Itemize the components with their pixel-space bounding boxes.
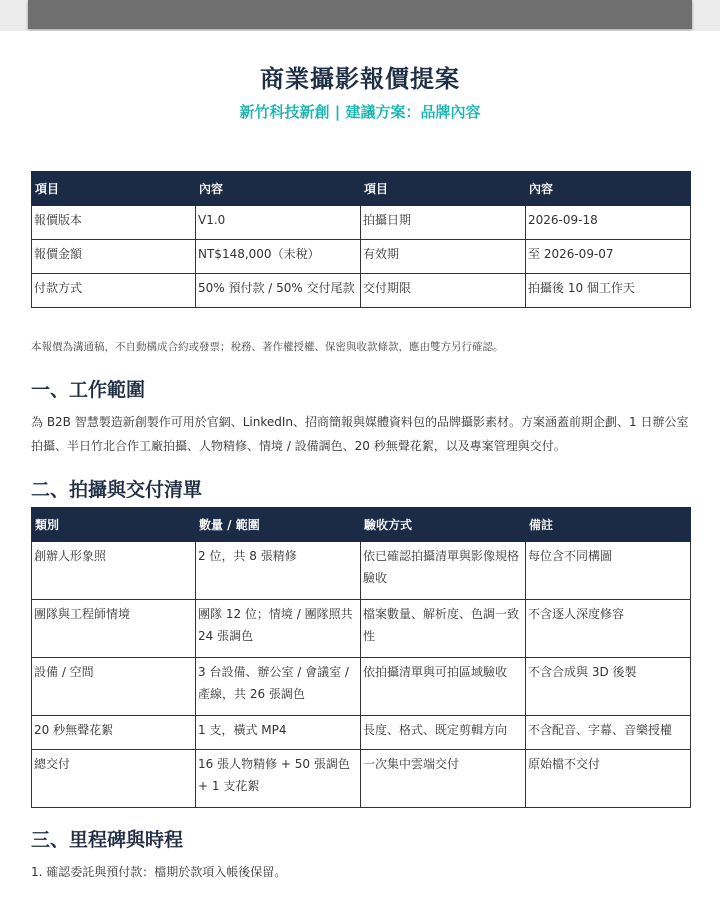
table-cell: 至 2026-09-07 — [526, 240, 691, 274]
table-cell: 不含配音、字幕、音樂授權 — [526, 716, 691, 750]
column-header: 類別 — [32, 508, 196, 542]
table-cell: 16 張人物精修 + 50 張調色 + 1 支花絮 — [196, 750, 361, 808]
table-cell: 有效期 — [361, 240, 526, 274]
table-cell: 設備 / 空間 — [32, 658, 196, 716]
table-cell: 報價版本 — [32, 206, 196, 240]
quote-note: 本報價為溝通稿，不自動構成合約或發票；稅務、著作權授權、保密與收款條款，應由雙方另行確認。 — [31, 341, 504, 353]
table-cell: 2026-09-18 — [526, 206, 691, 240]
table-cell: 不含逐人深度修容 — [526, 600, 691, 658]
document-subtitle: 新竹科技新創 | 建議方案：品牌內容 — [239, 103, 481, 121]
table-row — [32, 240, 691, 274]
table-row — [32, 716, 691, 750]
table-cell: 每位含不同構圖 — [526, 542, 691, 600]
table-row — [32, 600, 691, 658]
table-cell: 依已確認拍攝清單與影像規格驗收 — [361, 542, 526, 600]
table-header-row — [32, 508, 691, 542]
table-row — [32, 658, 691, 716]
deliverables-table — [31, 507, 691, 808]
column-header: 備註 — [526, 508, 691, 542]
table-cell: 報價金額 — [32, 240, 196, 274]
column-header: 數量 / 範圍 — [196, 508, 361, 542]
table-cell: 拍攝日期 — [361, 206, 526, 240]
table-cell: 檔案數量、解析度、色調一致性 — [361, 600, 526, 658]
table-cell: 付款方式 — [32, 274, 196, 308]
section-heading-milestones: 三、里程碑與時程 — [31, 829, 184, 851]
table-cell: 2 位，共 8 張精修 — [196, 542, 361, 600]
quote-info-table — [31, 171, 691, 308]
section-heading-scope: 一、工作範圍 — [31, 379, 146, 401]
table-cell: 交付期限 — [361, 274, 526, 308]
table-header-row — [32, 172, 691, 206]
table-cell: 團隊與工程師情境 — [32, 600, 196, 658]
table-cell: 長度、格式、既定剪輯方向 — [361, 716, 526, 750]
table-cell: 3 台設備、辦公室 / 會議室 / 產線，共 26 張調色 — [196, 658, 361, 716]
table-cell: V1.0 — [196, 206, 361, 240]
table-cell: 一次集中雲端交付 — [361, 750, 526, 808]
scope-paragraph: 為 B2B 智慧製造新創製作可用於官網、LinkedIn、招商簡報與媒體資料包的品牌攝影素材。方案涵蓋前期企劃、1 日辦公室拍攝、半日竹北合作工廠拍攝、人物精修、情境 / 設備調色、20 秒無聲花絮，以及專案管理與交付。 — [31, 415, 689, 453]
table-cell: 依拍攝清單與可拍區域驗收 — [361, 658, 526, 716]
table-cell: 不含合成與 3D 後製 — [526, 658, 691, 716]
viewer-toolbar — [28, 0, 692, 29]
column-header: 內容 — [196, 172, 361, 206]
column-header: 項目 — [361, 172, 526, 206]
table-cell: NT$148,000（未稅） — [196, 240, 361, 274]
table-cell: 1 支，橫式 MP4 — [196, 716, 361, 750]
table-cell: 20 秒無聲花絮 — [32, 716, 196, 750]
column-header: 驗收方式 — [361, 508, 526, 542]
milestone-item: 1. 確認委託與預付款：檔期於款項入帳後保留。 — [31, 865, 287, 879]
column-header: 項目 — [32, 172, 196, 206]
document-title: 商業攝影報價提案 — [260, 65, 460, 93]
section-heading-deliverables: 二、拍攝與交付清單 — [31, 479, 203, 501]
table-cell: 拍攝後 10 個工作天 — [526, 274, 691, 308]
table-cell: 50% 預付款 / 50% 交付尾款 — [196, 274, 361, 308]
column-header: 內容 — [526, 172, 691, 206]
table-row — [32, 274, 691, 308]
table-cell: 總交付 — [32, 750, 196, 808]
table-cell: 創辦人形象照 — [32, 542, 196, 600]
table-cell: 團隊 12 位；情境 / 團隊照共 24 張調色 — [196, 600, 361, 658]
table-row — [32, 206, 691, 240]
table-cell: 原始檔不交付 — [526, 750, 691, 808]
table-row — [32, 750, 691, 808]
table-row — [32, 542, 691, 600]
